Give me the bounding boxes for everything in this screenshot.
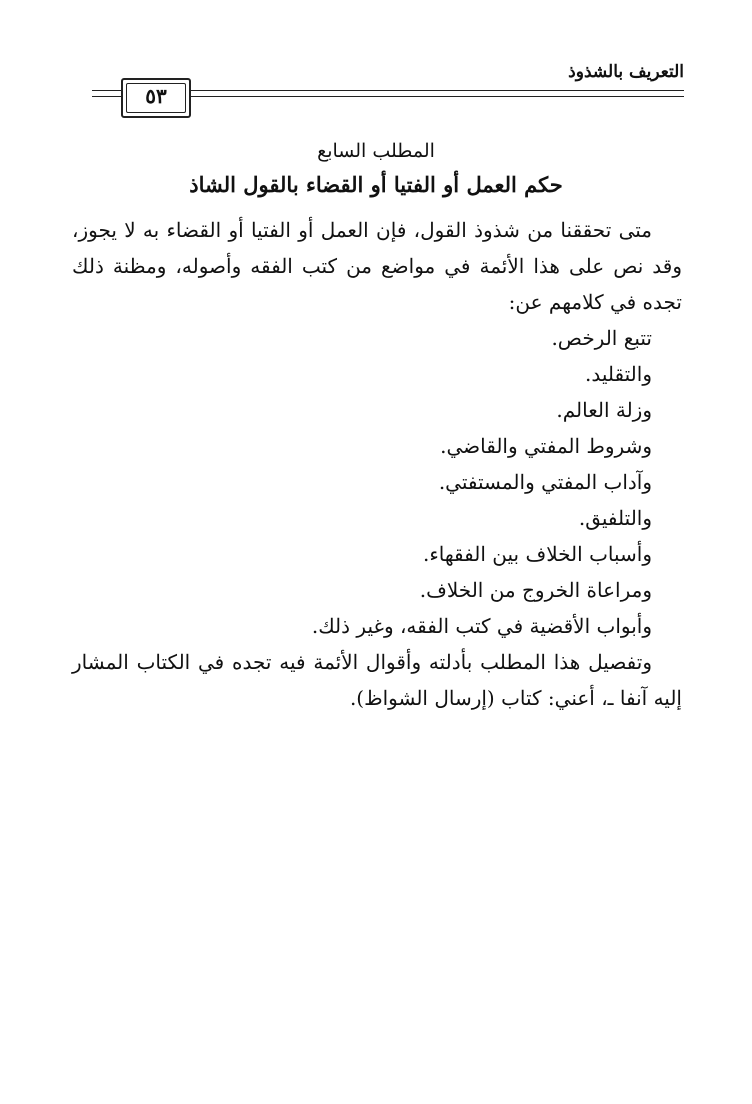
intro-paragraph: متى تحققنا من شذوذ القول، فإن العمل أو الفتيا أو القضاء به لا يجوز، وقد نص على هذا الأئمة في مواضع من كتب الفقه وأصوله، ومظنة ذلك تجده في كلامهم عن: <box>72 218 682 314</box>
section-label: المطلب السابع <box>317 140 435 162</box>
list-item: والتقليد. <box>585 362 652 386</box>
list-item: وشروط المفتي والقاضي. <box>440 434 652 458</box>
header-rule-left-upper <box>92 90 122 91</box>
list-item: وزلة العالم. <box>556 398 652 422</box>
header-rule-left-lower <box>92 96 122 97</box>
header-rule-right-upper <box>190 90 684 91</box>
conclusion-paragraph: وتفصيل هذا المطلب بأدلته وأقوال الأئمة فيه تجده في الكتاب المشار إليه آنفا ـ، أعني: كتاب (إرسال الشواظ). <box>72 650 682 710</box>
page-number: ٥٣ <box>145 84 167 108</box>
list-item: وآداب المفتي والمستفتي. <box>438 470 652 494</box>
list-item: وأبواب الأقضية في كتب الفقه، وغير ذلك. <box>311 614 652 638</box>
running-title: التعريف بالشذوذ <box>568 62 684 82</box>
list-item: وأسباب الخلاف بين الفقهاء. <box>422 542 652 566</box>
list-item: ومراعاة الخروج من الخلاف. <box>419 578 652 602</box>
page-number-frame <box>121 78 191 118</box>
header-rule-right-lower <box>190 96 684 97</box>
section-title: حكم العمل أو الفتيا أو القضاء بالقول الشاذ <box>189 172 563 197</box>
list-item: والتلفيق. <box>578 506 652 530</box>
topics-list <box>72 320 682 644</box>
body-text <box>72 212 682 716</box>
list-item: تتبع الرخص. <box>551 326 652 350</box>
